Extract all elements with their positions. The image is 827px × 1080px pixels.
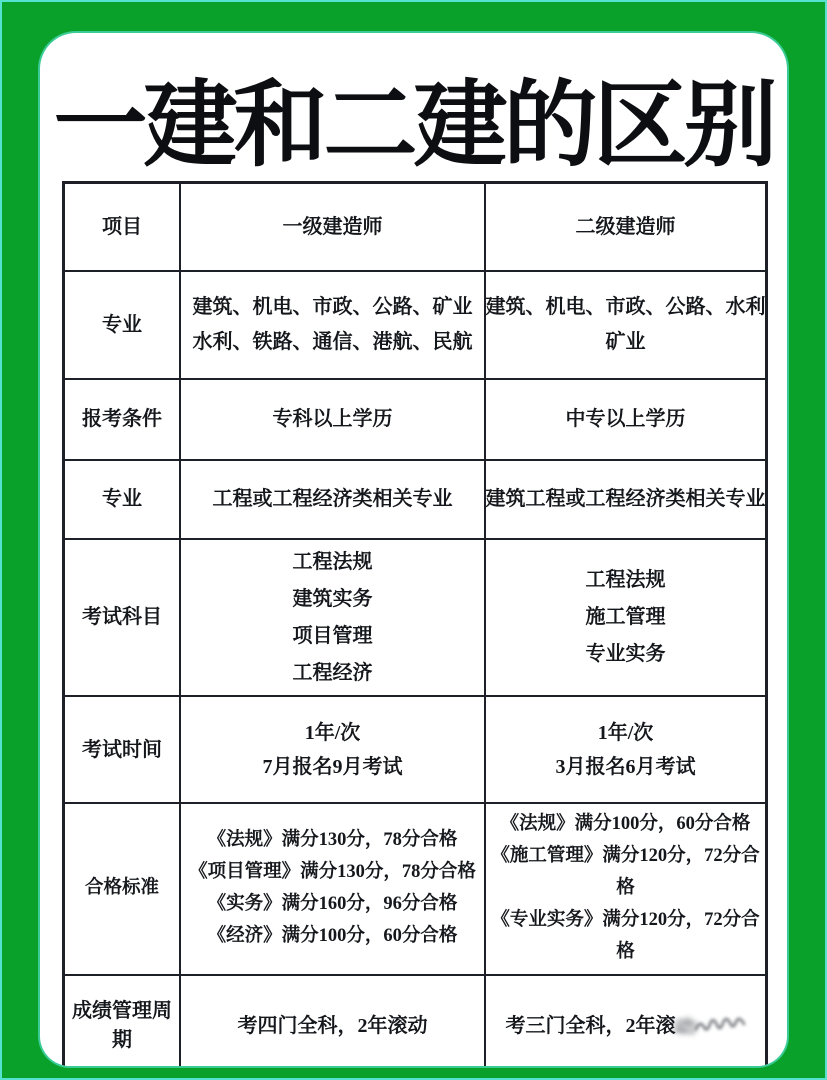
cell-line: 工程经济 [292, 661, 373, 684]
cell-line: 《法规》满分100分，60分合格 [500, 814, 751, 835]
cell-line: 7月报名9月考试 [262, 755, 403, 778]
cell-line: 水利、铁路、通信、港航、民航 [192, 331, 473, 353]
table-cell [486, 272, 765, 378]
header-level1: 一级建造师 [181, 184, 486, 270]
table-row [65, 378, 765, 459]
cell-line: 《专业实务》满分120分，72分合格 [491, 909, 760, 962]
table-cell [181, 697, 486, 802]
row-label: 专业 [65, 272, 181, 378]
table-row [65, 695, 765, 802]
watermark-smudge: 动 [672, 1016, 699, 1038]
table-cell [181, 461, 486, 538]
row-label: 报考条件 [65, 380, 181, 459]
table-cell [486, 540, 765, 695]
table-cell [181, 380, 486, 459]
cell-line: 项目管理 [292, 624, 373, 647]
table-cell [486, 697, 765, 802]
table-row [65, 974, 765, 1066]
cell-line: 1年/次 [304, 721, 361, 744]
cell-line: 《实务》满分160分，96分合格 [207, 894, 458, 914]
cell-line: 3月报名6月考试 [555, 755, 696, 778]
cell-line: 工程法规 [585, 569, 666, 591]
table-cell [486, 804, 765, 974]
cell-line: 1年/次 [597, 721, 654, 744]
cell-line: 《施工管理》满分120分，72分合格 [491, 846, 760, 899]
cell-line: 施工管理 [585, 606, 666, 628]
table-cell [486, 976, 765, 1066]
cell-line: 工程或工程经济类相关专业 [212, 488, 453, 510]
table-cell [486, 461, 765, 538]
watermark-scribble-icon [694, 1017, 746, 1037]
cell-line: 建筑、机电、市政、公路、水利 [485, 296, 766, 318]
table-cell [181, 804, 486, 974]
table-header-row [65, 184, 765, 270]
table-row [65, 538, 765, 695]
cell-line: 《经济》满分100分，60分合格 [207, 925, 458, 946]
cell-line: 工程法规 [292, 550, 373, 573]
cell-text: 考三门全科，2年滚 [505, 1014, 676, 1037]
page-title: 一建和二建的区别 [53, 73, 774, 178]
cell-line: 建筑实务 [292, 587, 373, 610]
cell-line: 建筑、机电、市政、公路、矿业 [192, 296, 473, 318]
row-label: 合格标准 [65, 804, 181, 974]
cell-line: 专业实务 [585, 643, 666, 665]
table-row [65, 270, 765, 378]
header-item: 项目 [65, 184, 181, 270]
table-row [65, 459, 765, 538]
comparison-table [62, 181, 768, 1066]
row-label: 成绩管理周期 [65, 976, 181, 1066]
cell-line: 矿业 [605, 331, 646, 353]
table-cell [181, 976, 486, 1066]
cell-line: 考四门全科，2年滚动 [237, 1014, 428, 1037]
table-cell [181, 272, 486, 378]
cell-line: 《项目管理》满分130分，78分合格 [189, 862, 476, 883]
table-cell [486, 380, 765, 459]
cell-line: 中专以上学历 [565, 408, 686, 430]
cell-line: 《法规》满分130分，78分合格 [207, 830, 458, 851]
cell-line [506, 1012, 746, 1041]
table-cell [181, 540, 486, 695]
cell-line: 专科以上学历 [272, 408, 393, 430]
cell-line: 建筑工程或工程经济类相关专业 [485, 488, 766, 510]
header-level2: 二级建造师 [575, 215, 676, 238]
content-card [40, 33, 787, 1066]
table-row [65, 802, 765, 974]
row-label: 专业 [65, 461, 181, 538]
row-label: 考试科目 [65, 540, 181, 695]
row-label: 考试时间 [65, 697, 181, 802]
